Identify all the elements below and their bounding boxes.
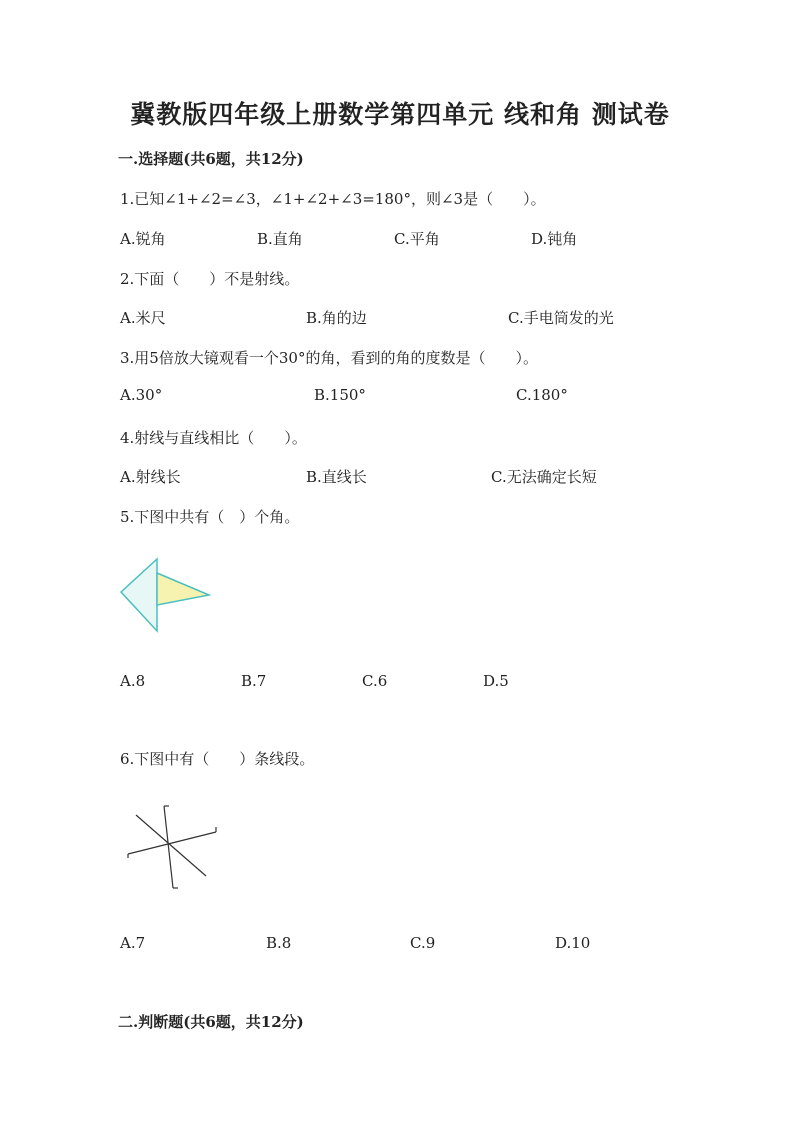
q3-option-a[interactable]: A.30° (120, 386, 163, 404)
question-3: 3.用5倍放大镜观看一个30°的角，看到的角的度数是（ ）。 (120, 349, 538, 367)
section-heading-choice: 一.选择题(共6题，共12分) (118, 150, 304, 168)
q6-option-d[interactable]: D.10 (555, 934, 591, 952)
q1-option-b[interactable]: B.直角 (257, 230, 303, 248)
page-title: 冀教版四年级上册数学第四单元 线和角 测试卷 (130, 100, 670, 129)
q4-option-b[interactable]: B.直线长 (306, 468, 367, 486)
question-6: 6.下图中有（ ）条线段。 (120, 750, 315, 768)
q3-option-c[interactable]: C.180° (516, 386, 568, 404)
q6-option-c[interactable]: C.9 (410, 934, 436, 952)
q1-option-a[interactable]: A.锐角 (120, 230, 166, 248)
q2-option-a[interactable]: A.米尺 (120, 309, 166, 327)
q5-option-a[interactable]: A.8 (120, 672, 146, 690)
q6-option-a[interactable]: A.7 (120, 934, 146, 952)
arrow-outer-triangle (121, 559, 157, 631)
segment-vertical (164, 806, 173, 888)
question-4: 4.射线与直线相比（ ）。 (120, 429, 307, 447)
question-2: 2.下面（ ）不是射线。 (120, 270, 300, 288)
q4-option-a[interactable]: A.射线长 (120, 468, 181, 486)
line-segments-figure (118, 798, 228, 893)
q5-option-d[interactable]: D.5 (483, 672, 509, 690)
q2-option-c[interactable]: C.手电筒发的光 (508, 309, 614, 327)
q4-option-c[interactable]: C.无法确定长短 (491, 468, 597, 486)
q6-option-b[interactable]: B.8 (266, 934, 292, 952)
question-5: 5.下图中共有（ ）个角。 (120, 508, 300, 526)
q3-option-b[interactable]: B.150° (314, 386, 366, 404)
segment-horizontal (128, 832, 216, 854)
q5-option-c[interactable]: C.6 (362, 672, 388, 690)
q1-option-d[interactable]: D.钝角 (531, 230, 578, 248)
q1-option-c[interactable]: C.平角 (394, 230, 440, 248)
section-heading-judgement: 二.判断题(共6题，共12分) (118, 1013, 304, 1031)
q2-option-b[interactable]: B.角的边 (306, 309, 367, 327)
arrow-inner-triangle (157, 573, 209, 605)
q5-option-b[interactable]: B.7 (241, 672, 267, 690)
arrow-angle-figure (115, 555, 215, 637)
question-1: 1.已知∠1+∠2=∠3，∠1+∠2+∠3=180°，则∠3是（ ）。 (120, 190, 546, 208)
